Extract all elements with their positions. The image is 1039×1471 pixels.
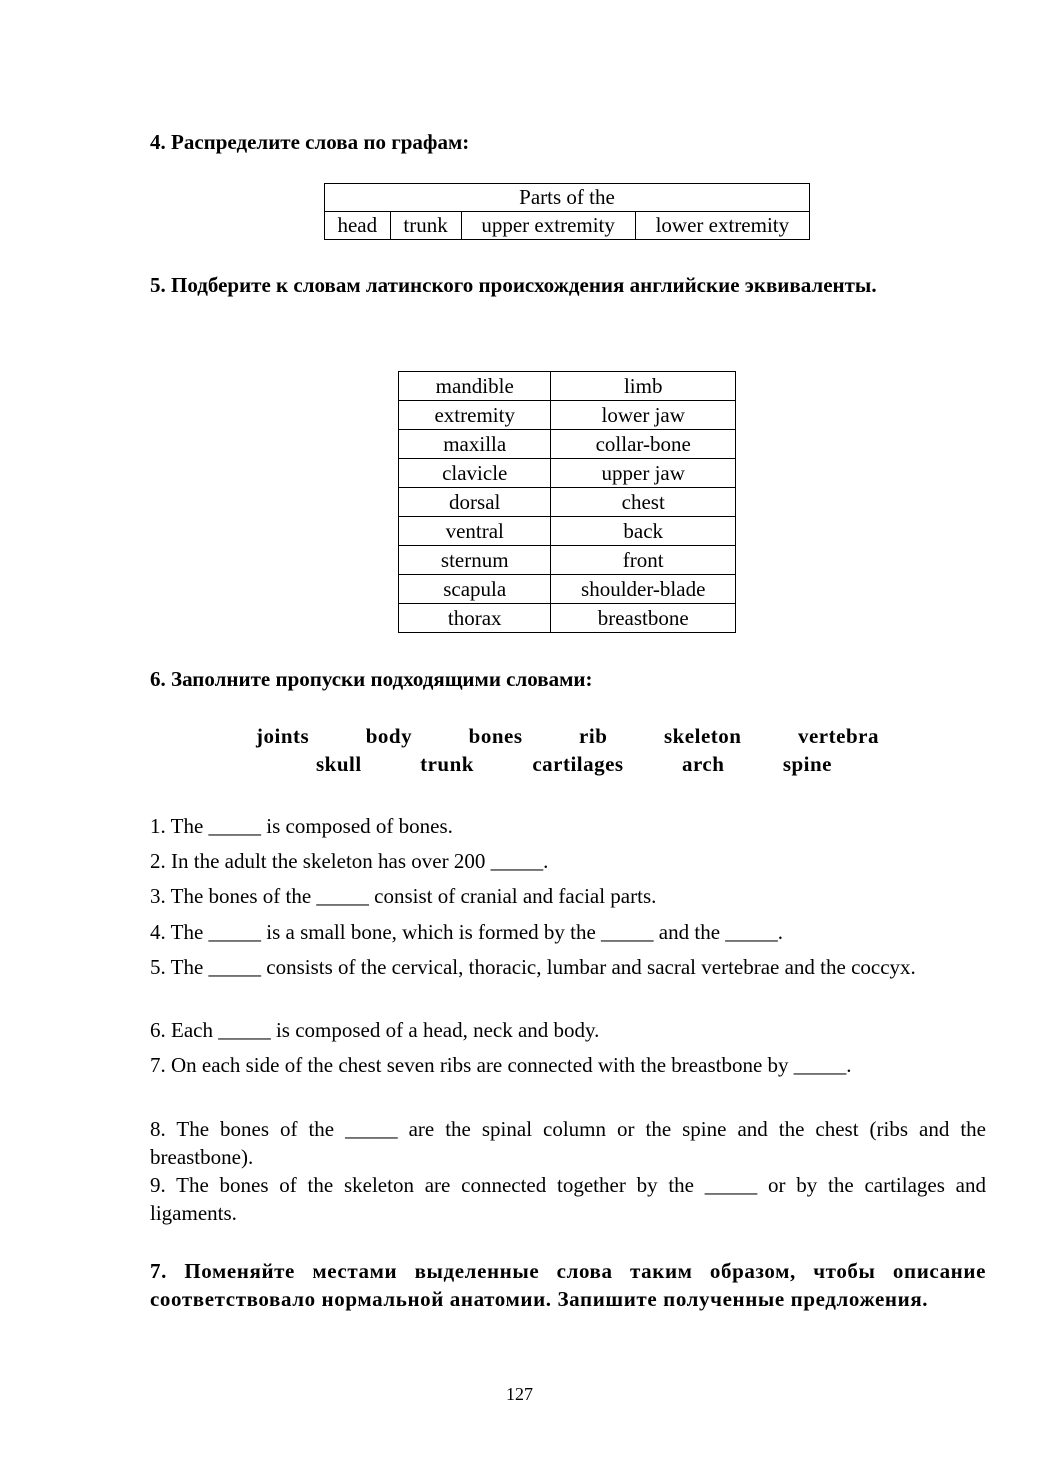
latin-word: mandible	[399, 372, 551, 401]
parts-table-column: head	[325, 212, 391, 240]
english-word: breastbone	[551, 604, 736, 633]
english-word: lower jaw	[551, 401, 736, 430]
word-bank-row	[256, 722, 879, 750]
word-bank-item: spine	[782, 752, 832, 776]
latin-word: extremity	[399, 401, 551, 430]
table-row	[399, 401, 736, 430]
word-bank-row	[316, 750, 832, 778]
exercise-sentence: 6. Each _____ is composed of a head, neck and body.	[150, 1018, 600, 1042]
table-row	[399, 575, 736, 604]
table-row	[399, 517, 736, 546]
table-row	[399, 459, 736, 488]
latin-word: clavicle	[399, 459, 551, 488]
parts-of-body-table	[324, 183, 810, 240]
exercise-sentence: 1. The _____ is composed of bones.	[150, 814, 453, 838]
latin-word: dorsal	[399, 488, 551, 517]
english-word: collar-bone	[551, 430, 736, 459]
table-row	[399, 546, 736, 575]
english-word: upper jaw	[551, 459, 736, 488]
parts-table-column: lower extremity	[635, 212, 809, 240]
word-bank-item: body	[365, 724, 413, 748]
page-number: 127	[506, 1384, 533, 1404]
latin-word: scapula	[399, 575, 551, 604]
exercise-sentence: 4. The _____ is a small bone, which is formed by the _____ and the _____.	[150, 920, 784, 944]
parts-table-column: trunk	[390, 212, 461, 240]
word-bank-item: rib	[579, 724, 608, 748]
exercise-sentence: 7. On each side of the chest seven ribs are connected with the breastbone by _____.	[150, 1053, 852, 1077]
word-bank-item: trunk	[420, 752, 474, 776]
english-word: chest	[551, 488, 736, 517]
latin-word: ventral	[399, 517, 551, 546]
latin-word: maxilla	[399, 430, 551, 459]
exercise-sentence: 9. The bones of the skeleton are connected together by the _____ or by the cartilages and ligaments.	[150, 1173, 986, 1225]
latin-english-table	[398, 371, 736, 633]
exercise-sentence: 8. The bones of the _____ are the spinal column or the spine and the chest (ribs and the breastbone).	[150, 1117, 986, 1169]
parts-table-header: Parts of the	[325, 184, 810, 212]
word-bank-item: skull	[316, 752, 362, 776]
exercise-sentence: 5. The _____ consists of the cervical, thoracic, lumbar and sacral vertebrae and the coccyx.	[150, 955, 916, 979]
english-word: limb	[551, 372, 736, 401]
section-5-title: 5. Подберите к словам латинского происхождения английские эквиваленты.	[150, 273, 877, 297]
word-bank-item: vertebra	[797, 724, 879, 748]
parts-table-column: upper extremity	[461, 212, 635, 240]
word-bank-item: bones	[468, 724, 523, 748]
word-bank-item: joints	[256, 724, 310, 748]
exercise-sentence: 2. In the adult the skeleton has over 200 _____.	[150, 849, 549, 873]
english-word: shoulder-blade	[551, 575, 736, 604]
table-row	[399, 430, 736, 459]
section-4-title: 4. Распределите слова по графам:	[150, 130, 470, 154]
table-row	[399, 372, 736, 401]
table-row	[399, 488, 736, 517]
latin-word: thorax	[399, 604, 551, 633]
word-bank-item: skeleton	[663, 724, 742, 748]
exercise-sentence: 3. The bones of the _____ consist of cranial and facial parts.	[150, 884, 657, 908]
section-7-title: 7. Поменяйте местами выделенные слова таким образом, чтобы описание соответствовало нормальной анатомии. Запишите полученные предложения.	[150, 1259, 986, 1311]
section-6-title: 6. Заполните пропуски подходящими словами:	[150, 667, 593, 691]
table-row	[399, 604, 736, 633]
word-bank-item: cartilages	[532, 752, 624, 776]
word-bank-item: arch	[681, 752, 725, 776]
english-word: front	[551, 546, 736, 575]
latin-word: sternum	[399, 546, 551, 575]
english-word: back	[551, 517, 736, 546]
